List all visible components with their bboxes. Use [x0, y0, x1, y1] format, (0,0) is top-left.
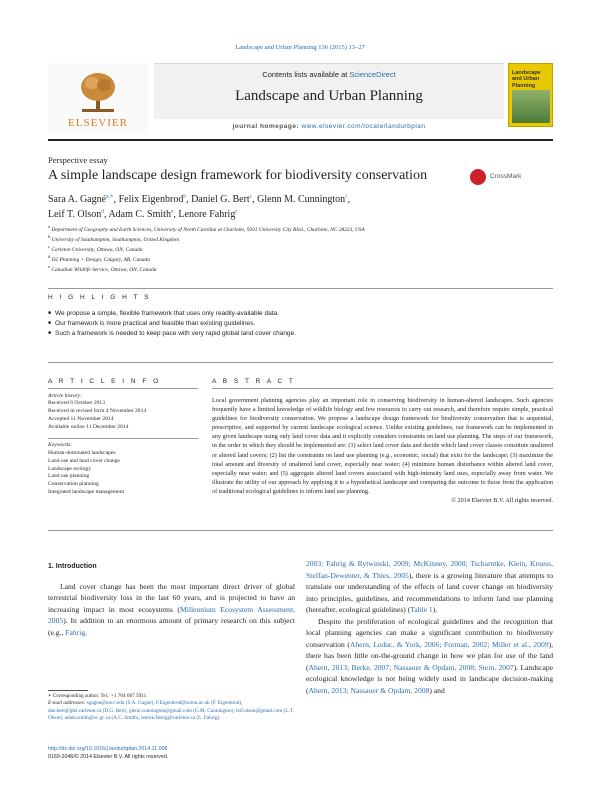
- crossmark-badge[interactable]: [470, 169, 550, 187]
- publisher-name: ELSEVIER: [68, 117, 128, 129]
- homepage-link[interactable]: www.elsevier.com/locate/landurbplan: [301, 123, 426, 130]
- author[interactable]: Lenore Fahrig$^c$: [178, 208, 238, 220]
- keyword: Land use planning: [48, 473, 90, 480]
- author[interactable]: Adam C. Smith$^e$: [108, 208, 174, 220]
- author[interactable]: Felix Eigenbrod$^b$: [118, 193, 187, 205]
- article-info: [48, 378, 198, 497]
- paragraph: Despite the proliferation of ecological guidelines and the recognition that local planning agencies can make a significant contribution to biodiversity conservation (Ahern, Leduc, & York, 2006; Forman, 2002; Miller et al., 2009), there has been little on-the-ground change in how we plan for use of the land (Ahern, 2013; Berke, 2007; Nassauer & Opdam, 2008; Stein, 2007). Landscape ecological knowledge is not being widely used in landscape decision-making (Ahern, 2013; Nassauer & Opdam, 2008) and: [306, 616, 553, 695]
- keywords-label: Keywords:: [48, 442, 73, 449]
- crossmark-label: CrossMark: [490, 173, 522, 180]
- journal-title: Landscape and Urban Planning: [235, 88, 423, 104]
- history-item: Accepted 11 November 2014: [48, 415, 114, 422]
- issn-line: 0169-2046/© 2014 Elsevier B.V. All rights reserved.: [48, 753, 169, 760]
- homepage-label: journal homepage:: [232, 123, 302, 130]
- corresponding-author: ∗ Corresponding author. Tel.: +1 704 687 5911.: [48, 692, 148, 699]
- sciencedirect-link[interactable]: ScienceDirect: [349, 70, 396, 79]
- keyword: Land use and land cover change: [48, 457, 120, 464]
- divider: [48, 438, 198, 439]
- footnote-rule: [48, 690, 88, 691]
- divider: [212, 388, 553, 389]
- homepage-line: [154, 123, 504, 130]
- header-rule: [48, 139, 553, 141]
- abstract-text: Local government planning agencies play an important role in conserving biodiversity in human-altered landscapes. Such agencies frequently have a limited knowledge of wildlife biology and few resources to carry out research, and therefore require simple, practical guidelines for biodiversity conservation. We propose a landscape design framework for biodiversity conservation that is sequential, prescriptive, and supported by current landscape ecological science. Unlike existing guidelines, our framework can be implemented in any given landscape using only land cover data and it explicitly considers constraints on land use planning. The steps of our framework, in the order in which they should be implemented are: (1) select land cover data and decide which land cover classes constitute unaltered or altered land covers; (2) list the constraints on land use planning (e.g., economic, social) that exist for the landscape; (3) maximize the total amount and diversity of unaltered land cover, especially near water; (4) minimize human disturbance within altered land cover, especially near water; and (5) aggregate altered land covers associated with high-intensity land uses, especially away from water. We illustrate the utility of our approach by applying it to a hypothetical landscape and comparing the outcome to those from the application of traditional ecological guidelines to inform land use planning.: [212, 396, 553, 496]
- section-heading: 1. Introduction: [48, 563, 97, 570]
- citation-link[interactable]: Ahern, Leduc, & York, 2006; Forman, 2002; Miller et al., 2009: [349, 639, 549, 649]
- author[interactable]: Leif T. Olson$^d$: [48, 208, 104, 220]
- paragraph: 2003; Fahrig & Rytwinski, 2009; McKinney, 2008; Tscharntke, Klein, Kruess, Steffan-Dewenter, & Thies, 2005), there is a growing literature that attempts to translate our understanding of the effects of land cover change on biodiversity into principles, guidelines, and recommendations to inform land use planning (hereafter, ecological guidelines) (Table 1).: [306, 559, 553, 615]
- table-link[interactable]: Table 1: [410, 605, 433, 615]
- journal-cover[interactable]: [508, 63, 553, 127]
- divider: [48, 530, 553, 531]
- keyword: Integrated landscape management: [48, 489, 125, 496]
- author[interactable]: Daniel G. Bert$^c$: [191, 193, 253, 205]
- affiliation: $^e$ Canadian Wildlife Service, Ottawa, ON, Canada: [48, 263, 157, 273]
- article-type: Perspective essay: [48, 155, 108, 165]
- contents-line: [154, 70, 504, 79]
- highlight-item: ■ We propose a simple, flexible framework that uses only readily-available data.: [48, 309, 553, 319]
- keyword: Conservation planning: [48, 481, 99, 488]
- body-left-column: [48, 562, 295, 638]
- footnotes: [48, 690, 295, 723]
- affiliation: $^d$ O2 Planning + Design, Calgary, AB, Canada: [48, 253, 150, 263]
- history-item: Available online 11 December 2014: [48, 423, 129, 430]
- keyword: Landscape ecology: [48, 465, 92, 472]
- article-title: A simple landscape design framework for biodiversity conservation: [48, 168, 428, 183]
- affiliation: $^b$ University of Southampton, Southampton, United Kingdom: [48, 233, 180, 243]
- author-list: Sara A. Gagné$^{a,∗}$, Felix Eigenbrod$^b$, Daniel G. Bert$^c$, Glenn M. Cunnington$^c$, Leif T. Olson$^d$, Adam C. Smith$^e$, Lenore Fahrig$^c$: [48, 193, 351, 220]
- body-right-column: [306, 558, 553, 696]
- highlight-item: ■ Such a framework is needed to keep pace with very rapid global land cover change.: [48, 329, 553, 339]
- journal-masthead: [48, 63, 553, 133]
- abstract: [212, 378, 553, 504]
- history-item: Received 6 October 2013: [48, 400, 106, 407]
- elsevier-tree-icon: [78, 71, 118, 113]
- article-info-label: A R T I C L E I N F O: [48, 378, 161, 385]
- keyword: Human-dominated landscapes: [48, 449, 116, 456]
- abstract-label: A B S T R A C T: [212, 378, 296, 385]
- publication-info: [48, 746, 295, 762]
- author[interactable]: Sara A. Gagné$^{a,∗}$: [48, 193, 114, 205]
- citation-link[interactable]: Ahern, 2013; Berke, 2007; Nassauer & Opdam, 2008; Stein, 2007: [308, 662, 514, 672]
- highlights-label: H I G H L I G H T S: [48, 294, 152, 301]
- highlights-list: [48, 309, 553, 339]
- history-label: Article history:: [48, 392, 83, 399]
- divider: [48, 388, 198, 389]
- citation-link[interactable]: Ahern, 2013; Nassauer & Opdam, 2008: [308, 685, 430, 695]
- highlight-item: ■ Our framework is more practical and feasible than existing guidelines.: [48, 319, 553, 329]
- journal-citation[interactable]: Landscape and Urban Planning 136 (2015) 13–27: [235, 44, 365, 51]
- author[interactable]: Glenn M. Cunnington$^c$: [257, 193, 348, 205]
- crossmark-icon: [470, 169, 486, 185]
- citation-link[interactable]: 2003; Fahrig & Rytwinski, 2009; McKinney, 2008; Tscharntke, Klein, Kruess, Steffan-Dewenter, & Thies, 2005: [306, 559, 553, 580]
- history-item: Received in revised form 4 November 2014: [48, 408, 147, 415]
- affiliation-list: [48, 224, 553, 274]
- citation-link[interactable]: Millennium Ecosystem Assessment, 2005: [48, 604, 295, 626]
- divider: [48, 362, 553, 363]
- affiliation: $^c$ Carleton University, Ottawa, ON, Canada: [48, 243, 143, 253]
- journal-box: [154, 63, 504, 119]
- contents-prefix: Contents lists available at: [262, 70, 350, 79]
- email-addresses: E-mail addresses: sgagne@uncc.edu (S.A. Gagné), F.Eigenbrod@soton.ac.uk (F. Eigenbrod), dan.bert@glel.carleton.ca (D.G. Bert), glenn.cunnington@gmail.com (G.M. Cunnington), leif.olson@gmail.com (L.T. Olson), adam.smith@ec.gc.ca (A.C. Smith), lenore.fahrig@carleton.ca (L. Fahrig).: [48, 700, 294, 722]
- copyright: © 2014 Elsevier B.V. All rights reserved.: [451, 497, 553, 505]
- doi-link[interactable]: http://dx.doi.org/10.1016/j.landurbplan.2014.11.006: [48, 746, 168, 752]
- divider: [48, 288, 553, 289]
- cover-image: [512, 90, 550, 123]
- publisher-logo: [48, 63, 148, 133]
- cover-title: Landscape and Urban Planning: [512, 70, 541, 89]
- email-links[interactable]: sgagne@uncc.edu (S.A. Gagné), F.Eigenbrod@soton.ac.uk (F. Eigenbrod), dan.bert@glel.carleton.ca (D.G. Bert), glenn.cunnington@gmail.com (G.M. Cunnington), leif.olson@gmail.com (L.T. Olson), adam.smith@ec.gc.ca (A.C. Smith), lenore.fahrig@carleton.ca (L. Fahrig).: [48, 700, 294, 722]
- affiliation: $^a$ Department of Geography and Earth Sciences, University of North Carolina at Charlotte, 9201 University City Blvd., Charlotte, NC 28223, USA: [48, 224, 365, 233]
- citation-link[interactable]: Fahrig,: [65, 627, 88, 637]
- paragraph: Land cover change has been the most important direct driver of global terrestrial biodiversity loss in the last 60 years, and is projected to have an increasing impact in most ecosystems (Millennium Ecosystem Assessment, 2005). In addition to an enormous amount of primary research on this subject (e.g., Fahrig,: [48, 581, 295, 637]
